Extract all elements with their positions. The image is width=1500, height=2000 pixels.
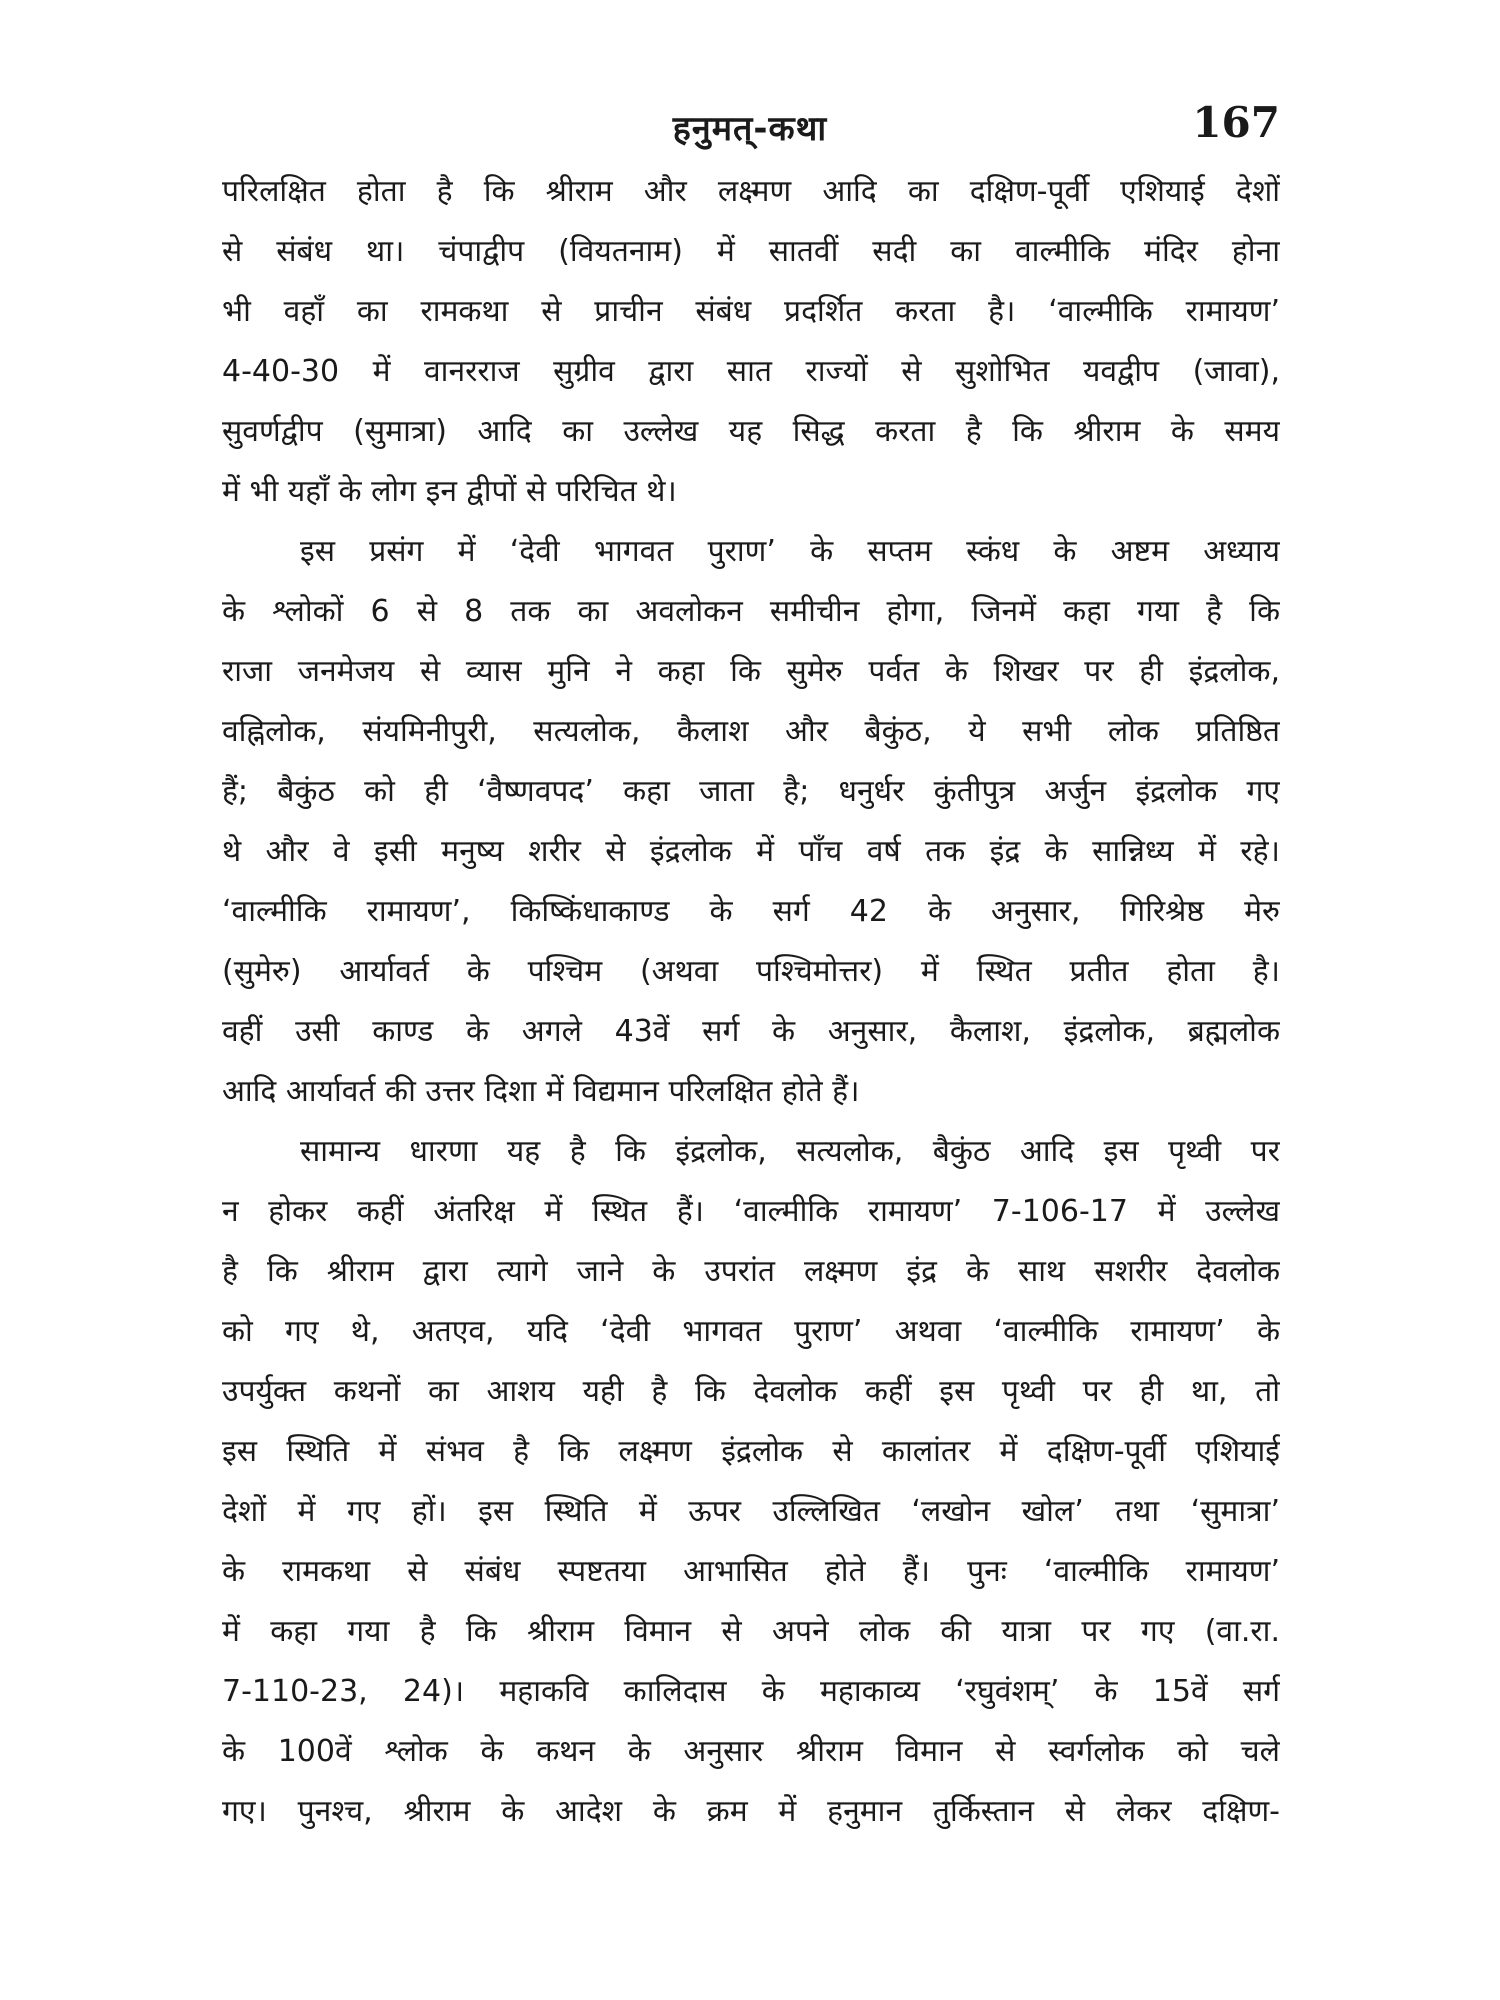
text-line: में कहा गया है कि श्रीराम विमान से अपने लोक की यात्रा पर गए (वा.रा. [222,1614,1280,1649]
paragraph-2 [222,522,1280,1122]
text-line: थे और वे इसी मनुष्य शरीर से इंद्रलोक में पाँच वर्ष तक इंद्र के सान्निध्य में रहे। [222,834,1280,869]
text-line: राजा जनमेजय से व्यास मुनि ने कहा कि सुमेरु पर्वत के शिखर पर ही इंद्रलोक, [222,654,1280,689]
text-line: सुवर्णद्वीप (सुमात्रा) आदि का उल्लेख यह सिद्ध करता है कि श्रीराम के समय [222,414,1280,449]
text-line: गए। पुनश्च, श्रीराम के आदेश के क्रम में हनुमान तुर्किस्तान से लेकर दक्षिण- [222,1794,1280,1829]
text-line: से संबंध था। चंपाद्वीप (वियतनाम) में सातवीं सदी का वाल्मीकि मंदिर होना [222,234,1280,269]
text-line: परिलक्षित होता है कि श्रीराम और लक्ष्मण आदि का दक्षिण-पूर्वी एशियाई देशों [222,174,1280,209]
text-line: उपर्युक्त कथनों का आशय यही है कि देवलोक कहीं इस पृथ्वी पर ही था, तो [222,1374,1280,1409]
text-line: ‘वाल्मीकि रामायण’, किष्किंधाकाण्ड के सर्ग 42 के अनुसार, गिरिश्रेष्ठ मेरु [222,894,1280,929]
text-line: के 100वें श्लोक के कथन के अनुसार श्रीराम विमान से स्वर्गलोक को चले [222,1734,1280,1769]
page-number: 167 [1192,98,1280,147]
text-line: है कि श्रीराम द्वारा त्यागे जाने के उपरांत लक्ष्मण इंद्र के साथ सशरीर देवलोक [222,1254,1280,1289]
paragraph-3 [222,1122,1280,1842]
running-title: हनुमत्-कथा [672,109,828,149]
text-line: (सुमेरु) आर्यावर्त के पश्चिम (अथवा पश्चिमोत्तर) में स्थित प्रतीत होता है। [222,954,1280,989]
text-line: 7-110-23, 24)। महाकवि कालिदास के महाकाव्य ‘रघुवंशम्’ के 15वें सर्ग [222,1674,1280,1709]
text-line: भी वहाँ का रामकथा से प्राचीन संबंध प्रदर्शित करता है। ‘वाल्मीकि रामायण’ [222,294,1280,329]
text-line: इस प्रसंग में ‘देवी भागवत पुराण’ के सप्तम स्कंध के अष्टम अध्याय [300,534,1280,569]
text-line: देशों में गए हों। इस स्थिति में ऊपर उल्लिखित ‘लखोन खोल’ तथा ‘सुमात्रा’ [222,1494,1280,1529]
text-line: के रामकथा से संबंध स्पष्टतया आभासित होते हैं। पुनः ‘वाल्मीकि रामायण’ [222,1554,1280,1589]
text-line: वह्निलोक, संयमिनीपुरी, सत्यलोक, कैलाश और बैकुंठ, ये सभी लोक प्रतिष्ठित [222,714,1280,749]
text-line: में भी यहाँ के लोग इन द्वीपों से परिचित थे। [222,474,677,509]
text-line: हैं; बैकुंठ को ही ‘वैष्णवपद’ कहा जाता है; धनुर्धर कुंतीपुत्र अर्जुन इंद्रलोक गए [222,774,1280,809]
running-head [220,98,1280,158]
text-line: के श्लोकों 6 से 8 तक का अवलोकन समीचीन होगा, जिनमें कहा गया है कि [222,594,1280,629]
text-line: वहीं उसी काण्ड के अगले 43वें सर्ग के अनुसार, कैलाश, इंद्रलोक, ब्रह्मलोक [222,1014,1280,1049]
text-line: न होकर कहीं अंतरिक्ष में स्थित हैं। ‘वाल्मीकि रामायण’ 7-106-17 में उल्लेख [222,1194,1280,1229]
paragraph-1 [222,162,1280,522]
text-line: 4-40-30 में वानरराज सुग्रीव द्वारा सात राज्यों से सुशोभित यवद्वीप (जावा), [222,354,1280,389]
body-text [222,162,1280,1842]
text-line: इस स्थिति में संभव है कि लक्ष्मण इंद्रलोक से कालांतर में दक्षिण-पूर्वी एशियाई [222,1434,1280,1469]
text-line: आदि आर्यावर्त की उत्तर दिशा में विद्यमान परिलक्षित होते हैं। [222,1074,860,1109]
text-line: सामान्य धारणा यह है कि इंद्रलोक, सत्यलोक, बैकुंठ आदि इस पृथ्वी पर [300,1134,1280,1169]
text-line: को गए थे, अतएव, यदि ‘देवी भागवत पुराण’ अथवा ‘वाल्मीकि रामायण’ के [222,1314,1280,1349]
